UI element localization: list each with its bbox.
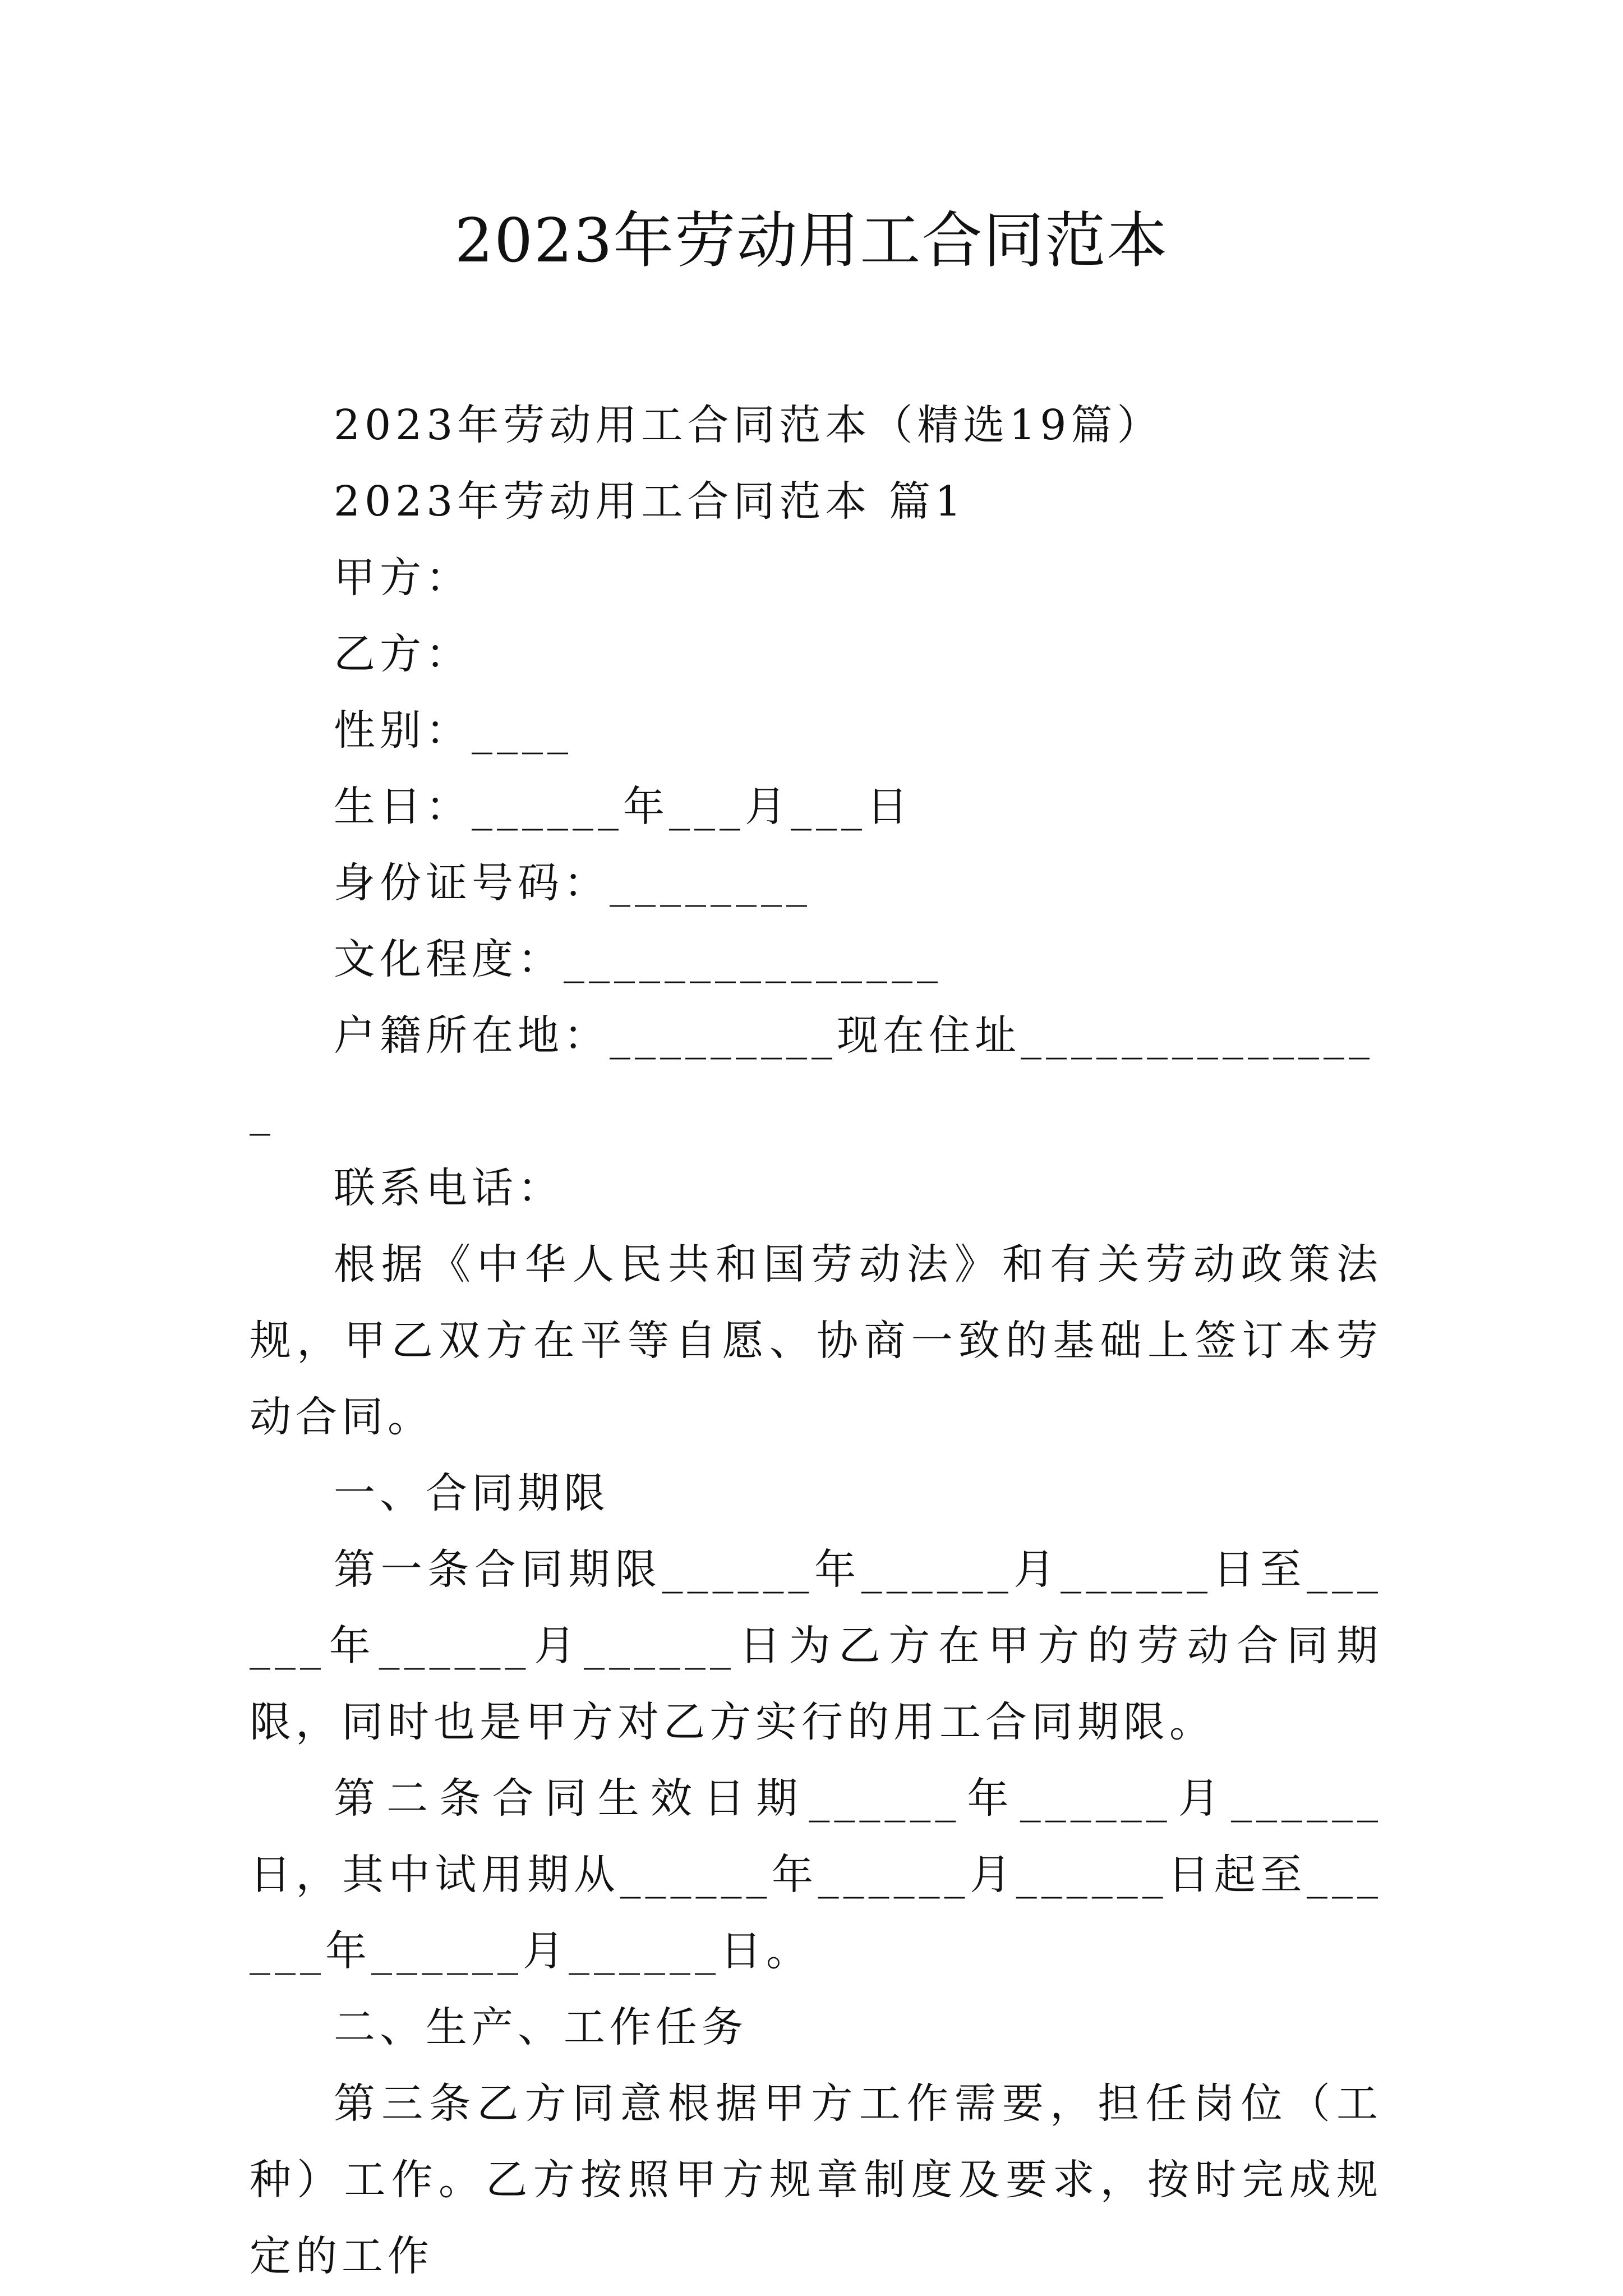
subtitle-selection: 2023年劳动用工合同范本（精选19篇）	[334, 401, 1163, 449]
field-gender: 性别：____	[334, 706, 573, 754]
paragraph-article-2: 第二条合同生效日期______年______月______日，其中试用期从______年______月______日起至______年______月______日。	[250, 1774, 1382, 1975]
section-heading-contract-term: 一、合同期限	[334, 1469, 610, 1517]
field-id-number: 身份证号码：________	[334, 859, 811, 907]
paragraph-preamble: 根据《中华人民共和国劳动法》和有关劳动政策法规，甲乙双方在平等自愿、协商一致的基础上签订本劳动合同。	[250, 1240, 1382, 1441]
document-title: 2023年劳动用工合同范本	[454, 206, 1169, 276]
paragraph-article-1: 第一条合同期限______年______月______日至______年______月______日为乙方在甲方的劳动合同期限，同时也是甲方对乙方实行的用工合同期限。	[250, 1545, 1382, 1746]
section-heading-part1: 2023年劳动用工合同范本 篇1	[334, 477, 966, 526]
section-heading-work-tasks: 二、生产、工作任务	[334, 2003, 748, 2051]
field-party-a: 甲方：	[334, 554, 472, 602]
field-party-b: 乙方：	[334, 630, 472, 678]
paragraph-article-3: 第三条乙方同意根据甲方工作需要，担任岗位（工种）工作。乙方按照甲方规章制度及要求，按时完成规定的工作	[250, 2079, 1382, 2280]
field-phone: 联系电话：	[334, 1164, 564, 1212]
field-residence: 户籍所在地：_________现在住址_______________	[250, 1011, 1374, 1136]
field-education: 文化程度：_______________	[334, 935, 942, 983]
document-body	[250, 387, 1382, 2294]
field-birthday: 生日：______年___月___日	[334, 783, 912, 831]
